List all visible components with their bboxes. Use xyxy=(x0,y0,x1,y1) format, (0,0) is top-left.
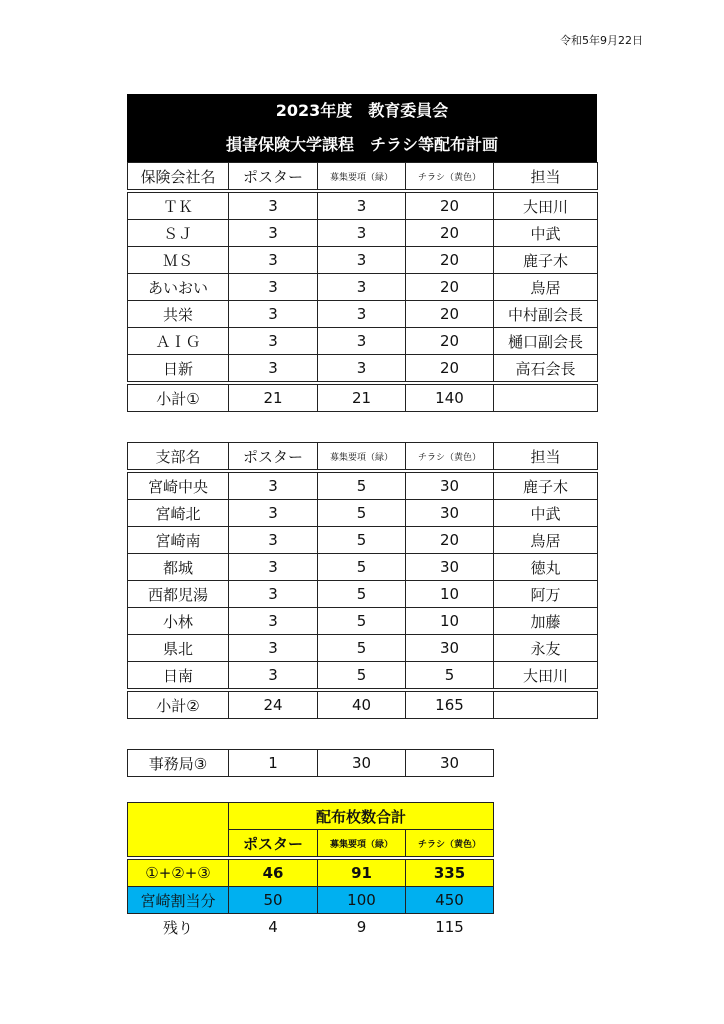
header-cell: 支部名 xyxy=(128,443,229,472)
cell: 3 xyxy=(318,328,406,355)
cell: 永友 xyxy=(494,635,598,662)
table-row xyxy=(128,220,598,247)
cell: 9 xyxy=(356,918,367,936)
cell: 大田川 xyxy=(494,191,598,220)
cell: 中村副会長 xyxy=(494,301,598,328)
title-line-1: 2023年度 教育委員会 xyxy=(275,101,449,120)
table-header-row xyxy=(128,443,598,472)
cell: 100 xyxy=(318,887,406,914)
header-cell: 募集要項（緑） xyxy=(318,443,406,472)
cell: 10 xyxy=(406,608,494,635)
cell: あいおい xyxy=(128,274,229,301)
cell: 宮崎北 xyxy=(128,500,229,527)
cell: 徳丸 xyxy=(494,554,598,581)
cell: 30 xyxy=(406,554,494,581)
cell: 高石会長 xyxy=(494,355,598,384)
cell: 30 xyxy=(318,750,406,777)
cell: 3 xyxy=(229,527,318,554)
cell: 3 xyxy=(229,191,318,220)
table-row xyxy=(128,750,494,777)
cell: 450 xyxy=(406,887,494,914)
cell: 165 xyxy=(406,690,494,719)
cell: 40 xyxy=(318,690,406,719)
cell: 3 xyxy=(229,328,318,355)
table-row xyxy=(128,471,598,500)
header-cell: チラシ（黄色） xyxy=(406,163,494,192)
cell: 21 xyxy=(318,383,406,412)
cell: 3 xyxy=(229,608,318,635)
cell: 5 xyxy=(406,662,494,691)
cell: 20 xyxy=(406,220,494,247)
cell: 3 xyxy=(229,662,318,691)
cell: 30 xyxy=(406,750,494,777)
cell: ①+②+③ xyxy=(128,858,229,887)
header-cell: ポスター xyxy=(229,163,318,192)
summary-header: 配布枚数合計 xyxy=(229,803,494,830)
cell: 50 xyxy=(229,887,318,914)
cell: 小林 xyxy=(128,608,229,635)
cell: 県北 xyxy=(128,635,229,662)
cell: 20 xyxy=(406,191,494,220)
table-row xyxy=(128,191,598,220)
cell: 3 xyxy=(229,500,318,527)
cell: 宮崎南 xyxy=(128,527,229,554)
cell: 3 xyxy=(229,635,318,662)
header-cell: チラシ（黄色） xyxy=(406,830,494,859)
cell: 3 xyxy=(318,355,406,384)
cell: 20 xyxy=(406,247,494,274)
cell xyxy=(494,383,598,412)
cell: 中武 xyxy=(494,220,598,247)
cell: 1 xyxy=(229,750,318,777)
subtotal-row xyxy=(128,383,598,412)
cell: 小計② xyxy=(128,690,229,719)
cell: 21 xyxy=(229,383,318,412)
cell: 3 xyxy=(318,220,406,247)
cell: ＭＳ xyxy=(128,247,229,274)
cell: 西都児湯 xyxy=(128,581,229,608)
table-row xyxy=(128,581,598,608)
cell: 115 xyxy=(435,918,464,936)
cell: 3 xyxy=(318,191,406,220)
cell: 加藤 xyxy=(494,608,598,635)
allotment-row xyxy=(128,887,494,914)
cell xyxy=(494,690,598,719)
table-row xyxy=(128,355,598,384)
cell: 3 xyxy=(229,355,318,384)
cell: 樋口副会長 xyxy=(494,328,598,355)
cell: 都城 xyxy=(128,554,229,581)
header-cell: 担当 xyxy=(494,163,598,192)
cell: 阿万 xyxy=(494,581,598,608)
cell: 3 xyxy=(318,301,406,328)
cell: 20 xyxy=(406,328,494,355)
header-cell: 担当 xyxy=(494,443,598,472)
cell: 5 xyxy=(318,662,406,691)
cell: 3 xyxy=(229,220,318,247)
summary-corner-cell xyxy=(128,803,229,859)
cell: 宮崎中央 xyxy=(128,471,229,500)
table-row xyxy=(128,554,598,581)
remaining-row xyxy=(128,914,494,941)
table-row xyxy=(128,274,598,301)
cell: 残り xyxy=(162,918,193,937)
table-row xyxy=(128,328,598,355)
cell: 3 xyxy=(229,471,318,500)
cell: 3 xyxy=(318,274,406,301)
table-row xyxy=(128,608,598,635)
table-row xyxy=(128,662,598,691)
cell: 鳥居 xyxy=(494,274,598,301)
table-row xyxy=(128,527,598,554)
cell: 日新 xyxy=(128,355,229,384)
cell: 24 xyxy=(229,690,318,719)
cell: 10 xyxy=(406,581,494,608)
subtotal-row xyxy=(128,690,598,719)
cell: 20 xyxy=(406,301,494,328)
cell: 5 xyxy=(318,500,406,527)
cell: 46 xyxy=(229,858,318,887)
total-row xyxy=(128,858,494,887)
cell: 宮崎割当分 xyxy=(128,887,229,914)
header-cell: ポスター xyxy=(229,443,318,472)
cell: 5 xyxy=(318,608,406,635)
secretariat-table xyxy=(127,749,494,777)
branch-table xyxy=(127,442,598,719)
cell: 鹿子木 xyxy=(494,247,598,274)
cell: ＴＫ xyxy=(128,191,229,220)
cell: 20 xyxy=(406,527,494,554)
header-cell: 募集要項（緑） xyxy=(318,163,406,192)
table-row xyxy=(128,635,598,662)
cell: 小計① xyxy=(128,383,229,412)
cell: ＡＩＧ xyxy=(128,328,229,355)
header-cell: 保険会社名 xyxy=(128,163,229,192)
table-row xyxy=(128,301,598,328)
cell: 3 xyxy=(229,554,318,581)
cell: 3 xyxy=(229,301,318,328)
summary-table xyxy=(127,802,494,940)
cell: 140 xyxy=(406,383,494,412)
cell: 鹿子木 xyxy=(494,471,598,500)
cell: 5 xyxy=(318,635,406,662)
cell: 3 xyxy=(229,581,318,608)
cell: 20 xyxy=(406,274,494,301)
table-row xyxy=(128,247,598,274)
header-cell: 募集要項（緑） xyxy=(318,830,406,859)
header-cell: チラシ（黄色） xyxy=(406,443,494,472)
header-cell: ポスター xyxy=(229,830,318,859)
table-row xyxy=(128,500,598,527)
cell: 20 xyxy=(406,355,494,384)
cell: ＳＪ xyxy=(128,220,229,247)
cell: 30 xyxy=(406,500,494,527)
cell: 大田川 xyxy=(494,662,598,691)
cell: 5 xyxy=(318,471,406,500)
cell: 4 xyxy=(268,918,278,936)
cell: 3 xyxy=(229,247,318,274)
cell: 事務局③ xyxy=(128,750,229,777)
cell: 3 xyxy=(229,274,318,301)
cell: 30 xyxy=(406,471,494,500)
cell: 5 xyxy=(318,527,406,554)
cell: 335 xyxy=(406,858,494,887)
cell: 5 xyxy=(318,581,406,608)
cell: 日南 xyxy=(128,662,229,691)
title-line-2: 損害保険大学課程 チラシ等配布計画 xyxy=(225,135,498,154)
cell: 3 xyxy=(318,247,406,274)
title-block xyxy=(127,94,597,162)
document-date: 令和5年9月22日 xyxy=(560,34,643,47)
cell: 鳥居 xyxy=(494,527,598,554)
cell: 91 xyxy=(318,858,406,887)
cell: 5 xyxy=(318,554,406,581)
cell: 30 xyxy=(406,635,494,662)
table-header-row xyxy=(128,163,598,192)
insurance-company-table xyxy=(127,162,598,412)
summary-header-row xyxy=(128,803,494,830)
cell: 共栄 xyxy=(128,301,229,328)
cell: 中武 xyxy=(494,500,598,527)
